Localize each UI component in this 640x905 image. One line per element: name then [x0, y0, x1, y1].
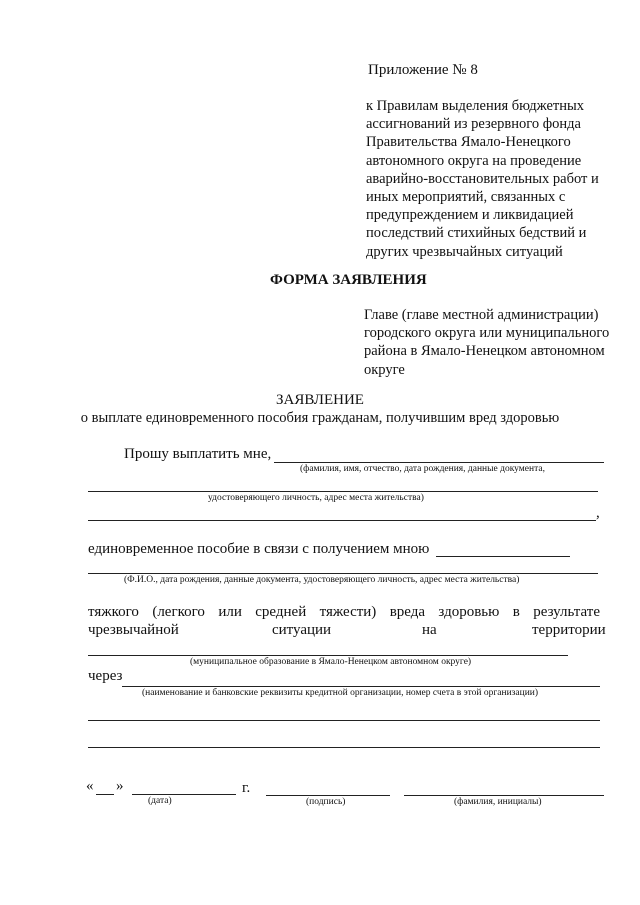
hint-bank: (наименование и банковские реквизиты кредитной организации, номер счета в этой организации) — [142, 688, 539, 698]
personal-data-line-3[interactable] — [88, 520, 596, 521]
form-title: ФОРМА ЗАЯВЛЕНИЯ — [270, 272, 427, 288]
quote-close: » — [116, 778, 124, 794]
month-line[interactable] — [132, 794, 236, 795]
request-label: Прошу выплатить мне, — [124, 446, 272, 462]
name-caption: (фамилия, инициалы) — [454, 797, 542, 807]
municipality-line[interactable] — [88, 655, 568, 656]
emergency-word-4: территории — [532, 622, 606, 638]
statement-heading: ЗАЯВЛЕНИЕ — [276, 392, 364, 408]
comma: , — [596, 505, 600, 521]
severity-text: тяжкого (легкого или средней тяжести) вреда здоровью в результате — [88, 604, 600, 620]
recipient-line-1[interactable] — [436, 556, 570, 557]
addressee: Главе (главе местной администрации) городского округа или муниципального района в Ямало-Ненецком автономном округе — [364, 307, 610, 378]
hint-personal-2: удостоверяющего личность, адрес места жительства) — [208, 493, 424, 503]
date-caption: (дата) — [148, 796, 172, 806]
sign-caption: (подпись) — [306, 797, 346, 807]
quote-open: « — [86, 778, 94, 794]
recipient-line-2[interactable] — [88, 573, 598, 574]
hint-municipality: (муниципальное образование в Ямало-Ненецком автономном округе) — [190, 657, 472, 667]
annex-title: Приложение № 8 — [368, 62, 478, 78]
annex-body: к Правилам выделения бюджетных ассигнований из резервного фонда Правительства Ямало-Ненецкого автономного округа на проведение аварийно-восстановительных работ и иных мероприятий, связанных с предупреждением и ликвидацией последствий стихийных бедствий и других чрезвычайных ситуаций — [366, 98, 599, 260]
emergency-word-1: чрезвычайной — [88, 622, 179, 638]
year-suffix: г. — [242, 780, 251, 796]
hint-fio: (Ф.И.О., дата рождения, данные документа, удостоверяющего личность, адрес места жительства) — [124, 575, 520, 585]
personal-data-line-2[interactable] — [88, 491, 598, 492]
via-label: через — [88, 668, 123, 684]
hint-personal-1: (фамилия, имя, отчество, дата рождения, данные документа, — [300, 464, 545, 474]
bank-line-3[interactable] — [88, 747, 600, 748]
signature-line[interactable] — [266, 795, 390, 796]
initials-line[interactable] — [404, 795, 604, 796]
emergency-word-3: на — [422, 622, 437, 638]
statement-subheading: о выплате единовременного пособия гражданам, получившим вред здоровью — [80, 410, 560, 426]
bank-line-2[interactable] — [88, 720, 600, 721]
bank-line-1[interactable] — [122, 686, 600, 687]
emergency-word-2: ситуации — [272, 622, 332, 638]
allowance-label: единовременное пособие в связи с получением мною — [88, 541, 430, 557]
personal-data-line-1[interactable] — [274, 462, 604, 463]
day-line[interactable] — [96, 794, 114, 795]
